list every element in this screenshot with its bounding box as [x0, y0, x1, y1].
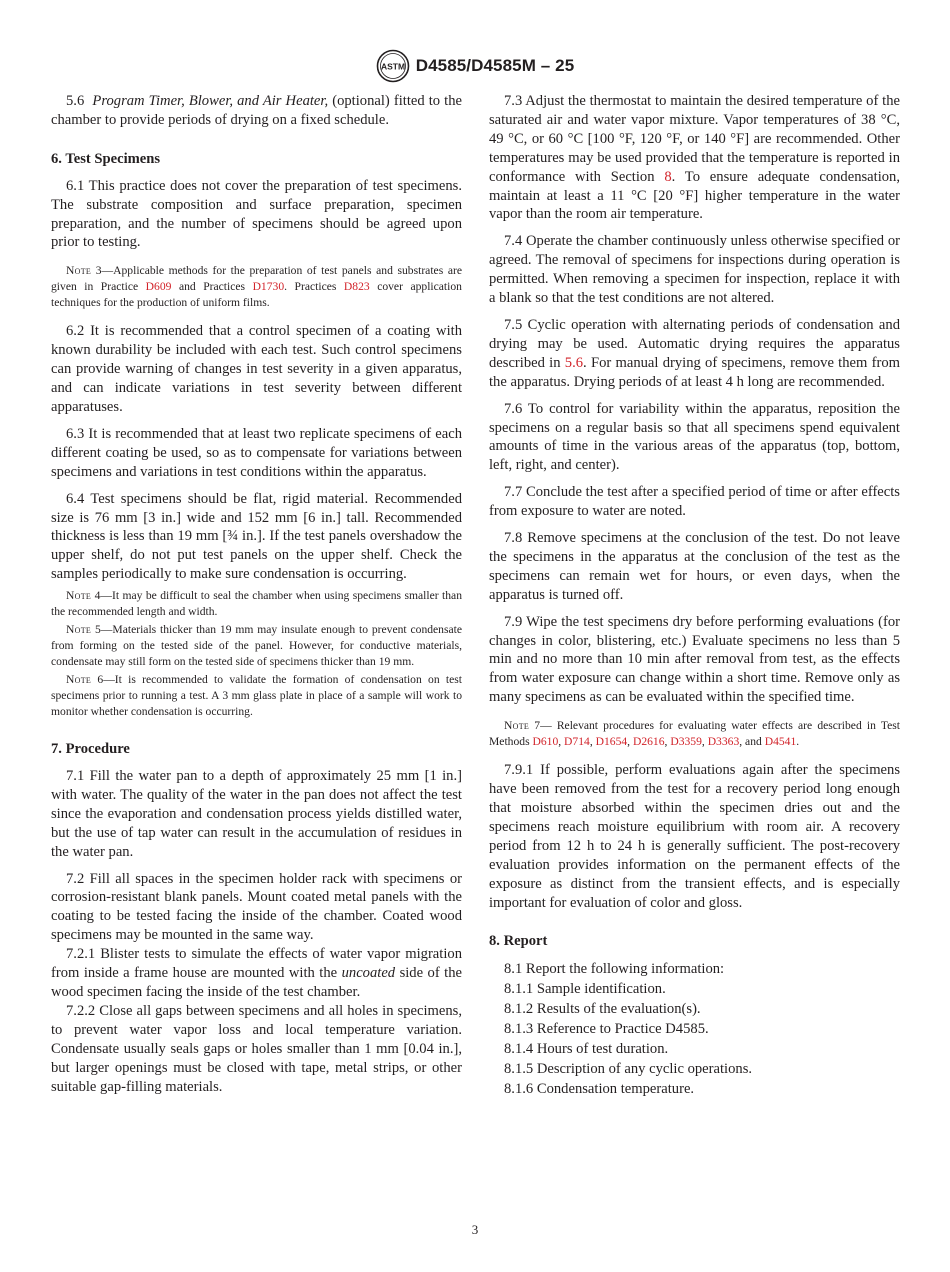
- note-6: Note 6—It is recommended to validate the formation of condensation on test specimens prior to running a test. A 3 mm glass plate in place of a sample will work to monitor whether condensation is occurring.: [51, 673, 462, 719]
- list-item: 8.1.5 Description of any cyclic operations.: [504, 1061, 753, 1078]
- left-column: [51, 92, 462, 1096]
- link-d3359[interactable]: D3359: [670, 735, 702, 749]
- paragraph-7-9: 7.9 Wipe the test specimens dry before performing evaluations (for changes in color, blistering, etc.) Evaluate specimens no less than 5 min and no more than 10 min after removal from test, as the effects from water exposure can change within a short time. Remove only as many specimens as can be evaluated within the specified time.: [489, 613, 900, 706]
- right-column: [489, 92, 900, 1099]
- list-item: 8.1.4 Hours of test duration.: [504, 1041, 669, 1058]
- paragraph-7-5: 7.5 Cyclic operation with alternating periods of condensation and drying may be used. Automatic drying requires the apparatus described in 5.6. For manual drying of specimens, remove them from the apparatus. Drying periods of at least 4 h long are recommended.: [489, 316, 900, 390]
- paragraph-6-2: 6.2 It is recommended that a control specimen of a coating with known durability be included with each test. Such control specimens can provide warning of changes in test severity in a given apparatus, and can indicate variations in test severity between different apparatuses.: [51, 323, 462, 415]
- link-d714[interactable]: D714: [564, 735, 590, 749]
- link-d609[interactable]: D609: [145, 280, 172, 294]
- svg-text:ASTM: ASTM: [380, 61, 405, 72]
- note-4: Note 4—It may be difficult to seal the chamber when using specimens smaller than the recommended length and width.: [51, 589, 462, 619]
- astm-logo-icon: [376, 49, 410, 83]
- note-3: Note 3—Applicable methods for the preparation of test panels and substrates are given in Practice D609 and Practices D1730. Practices D823 cover application techniques for the production of uniform films.: [51, 264, 462, 310]
- report-list: [489, 959, 900, 1099]
- paragraph-7-2-1: 7.2.1 Blister tests to simulate the effects of water vapor migration from inside a frame house are mounted with the uncoated side of the wood specimen facing the inside of the test chamber.: [51, 946, 462, 1000]
- section-heading-test-specimens: 6. Test Specimens: [51, 150, 161, 167]
- list-item: 8.1.3 Reference to Practice D4585.: [504, 1021, 709, 1038]
- page-number: 3: [471, 1222, 479, 1237]
- list-item: 8.1.6 Condensation temperature.: [504, 1081, 695, 1098]
- paragraph-6-4: 6.4 Test specimens should be flat, rigid material. Recommended size is 76 mm [3 in.] wide and 152 mm [6 in.] tall. Recommended thickness is less than 19 mm [¾ in.]. If the test panels overshadow the upper shelf, do not put test panels on the upper shelf. Check the samples periodically to make sure condensation is occurring.: [51, 490, 462, 583]
- standard-designation: D4585/D4585M – 25: [415, 56, 575, 75]
- link-d610[interactable]: D610: [532, 735, 559, 749]
- section-heading-report: 8. Report: [489, 933, 548, 950]
- paragraph-7-1: 7.1 Fill the water pan to a depth of approximately 25 mm [1 in.] with water. The quality of the water in the pan does not affect the test since the evaporation and condensation process yields distilled water, but the use of tap water can result in the accumulation of residues in the water pan.: [51, 768, 462, 860]
- paragraph-7-2-2: 7.2.2 Close all gaps between specimens and all holes in specimens, to prevent water vapor loss and local temperature variation. Condensate usually seals gaps or holes smaller than 1 mm [0.04 in.], but larger openings must be closed with tape, metal strips, or other suitable gap-filling materials.: [51, 1002, 462, 1095]
- link-section-5-6[interactable]: 5.6: [564, 354, 584, 371]
- paragraph-5-6: 5.6 Program Timer, Blower, and Air Heater, (optional) fitted to the chamber to provide periods of drying on a fixed schedule.: [51, 93, 462, 128]
- paragraph-6-1: 6.1 This practice does not cover the preparation of test specimens. The substrate composition and surface preparation, specimen preparation, and the number of specimens should be agreed upon prior to testing.: [51, 177, 462, 251]
- paragraph-7-9-1: 7.9.1 If possible, perform evaluations again after the specimens have been removed from the test for a recovery period long enough that moisture absorbed within the specimen dries out and the specimens reach moisture equilibrium with room air. A recovery period from 12 h to 24 h is generally sufficient. The post-recovery evaluation provides information on the permanent effects of the exposure as distinct from the transient effects, and is especially important for evaluation of color and gloss.: [489, 762, 900, 911]
- paragraph-7-6: 7.6 To control for variability within the apparatus, reposition the specimens on a regular basis so that all specimens spend equivalent amounts of time in the various areas of the apparatus (top, bottom, left, right, and center).: [489, 400, 900, 474]
- paragraph-7-8: 7.8 Remove specimens at the conclusion of the test. Do not leave the specimens in the apparatus at the conclusion of the test as the specimens can remain wet for hours, or even days, when the apparatus is turned off.: [489, 530, 900, 603]
- link-d1654[interactable]: D1654: [595, 735, 628, 749]
- paragraph-7-7: 7.7 Conclude the test after a specified period of time or after effects from exposure to water are noted.: [489, 484, 900, 520]
- note-5: Note 5—Materials thicker than 19 mm may insulate enough to prevent condensate from forming on the tested side of the panel. However, for conductive materials, condensate may still form on the tested side of specimens thicker than 19 mm.: [51, 623, 463, 669]
- page-header: [0, 46, 950, 86]
- section-heading-procedure: 7. Procedure: [51, 741, 130, 758]
- link-d4541[interactable]: D4541: [764, 735, 797, 749]
- paragraph-6-3: 6.3 It is recommended that at least two replicate specimens of each different coating be used, so as to compensate for variations between specimens and variations in test conditions within the apparatus.: [51, 425, 462, 480]
- link-d1730[interactable]: D1730: [252, 280, 285, 294]
- link-d3363[interactable]: D3363: [707, 735, 740, 749]
- paragraph-7-3: 7.3 Adjust the thermostat to maintain the desired temperature of the saturated air and water vapor mixture. Vapor temperatures of 38 °C, 49 °C, or 60 °C [100 °F, 120 °F, or 140 °F] are recommended. Other temperatures may be used provided that the temperature is reported in conformance with Section 8. To ensure adequate condensation, maintain at least a 11 °C [20 °F] higher temperature in the water vapor than the room air temperature.: [489, 93, 900, 223]
- link-d2616[interactable]: D2616: [632, 735, 665, 749]
- link-section-8[interactable]: 8: [664, 168, 672, 185]
- note-7: Note 7— Relevant procedures for evaluating water effects are described in Test Methods D610, D714, D1654, D2616, D3359, D3363, and D4541.: [489, 719, 900, 749]
- list-item: 8.1.2 Results of the evaluation(s).: [504, 1001, 701, 1018]
- list-item: 8.1 Report the following information:: [504, 961, 725, 978]
- list-item: 8.1.1 Sample identification.: [504, 981, 666, 998]
- paragraph-7-4: 7.4 Operate the chamber continuously unless otherwise specified or agreed. The removal of specimens for inspections during operation is permitted. When removing a specimen for inspection, replace it with a blank so that the test conditions are not altered.: [489, 233, 900, 307]
- paragraph-7-2: 7.2 Fill all spaces in the specimen holder rack with specimens or corrosion-resistant blank panels. Mount coated metal panels with the coating to be tested facing the inside of the chamber. Coated wood specimens may be mounted in the same way.: [51, 870, 462, 944]
- link-d823[interactable]: D823: [343, 280, 370, 294]
